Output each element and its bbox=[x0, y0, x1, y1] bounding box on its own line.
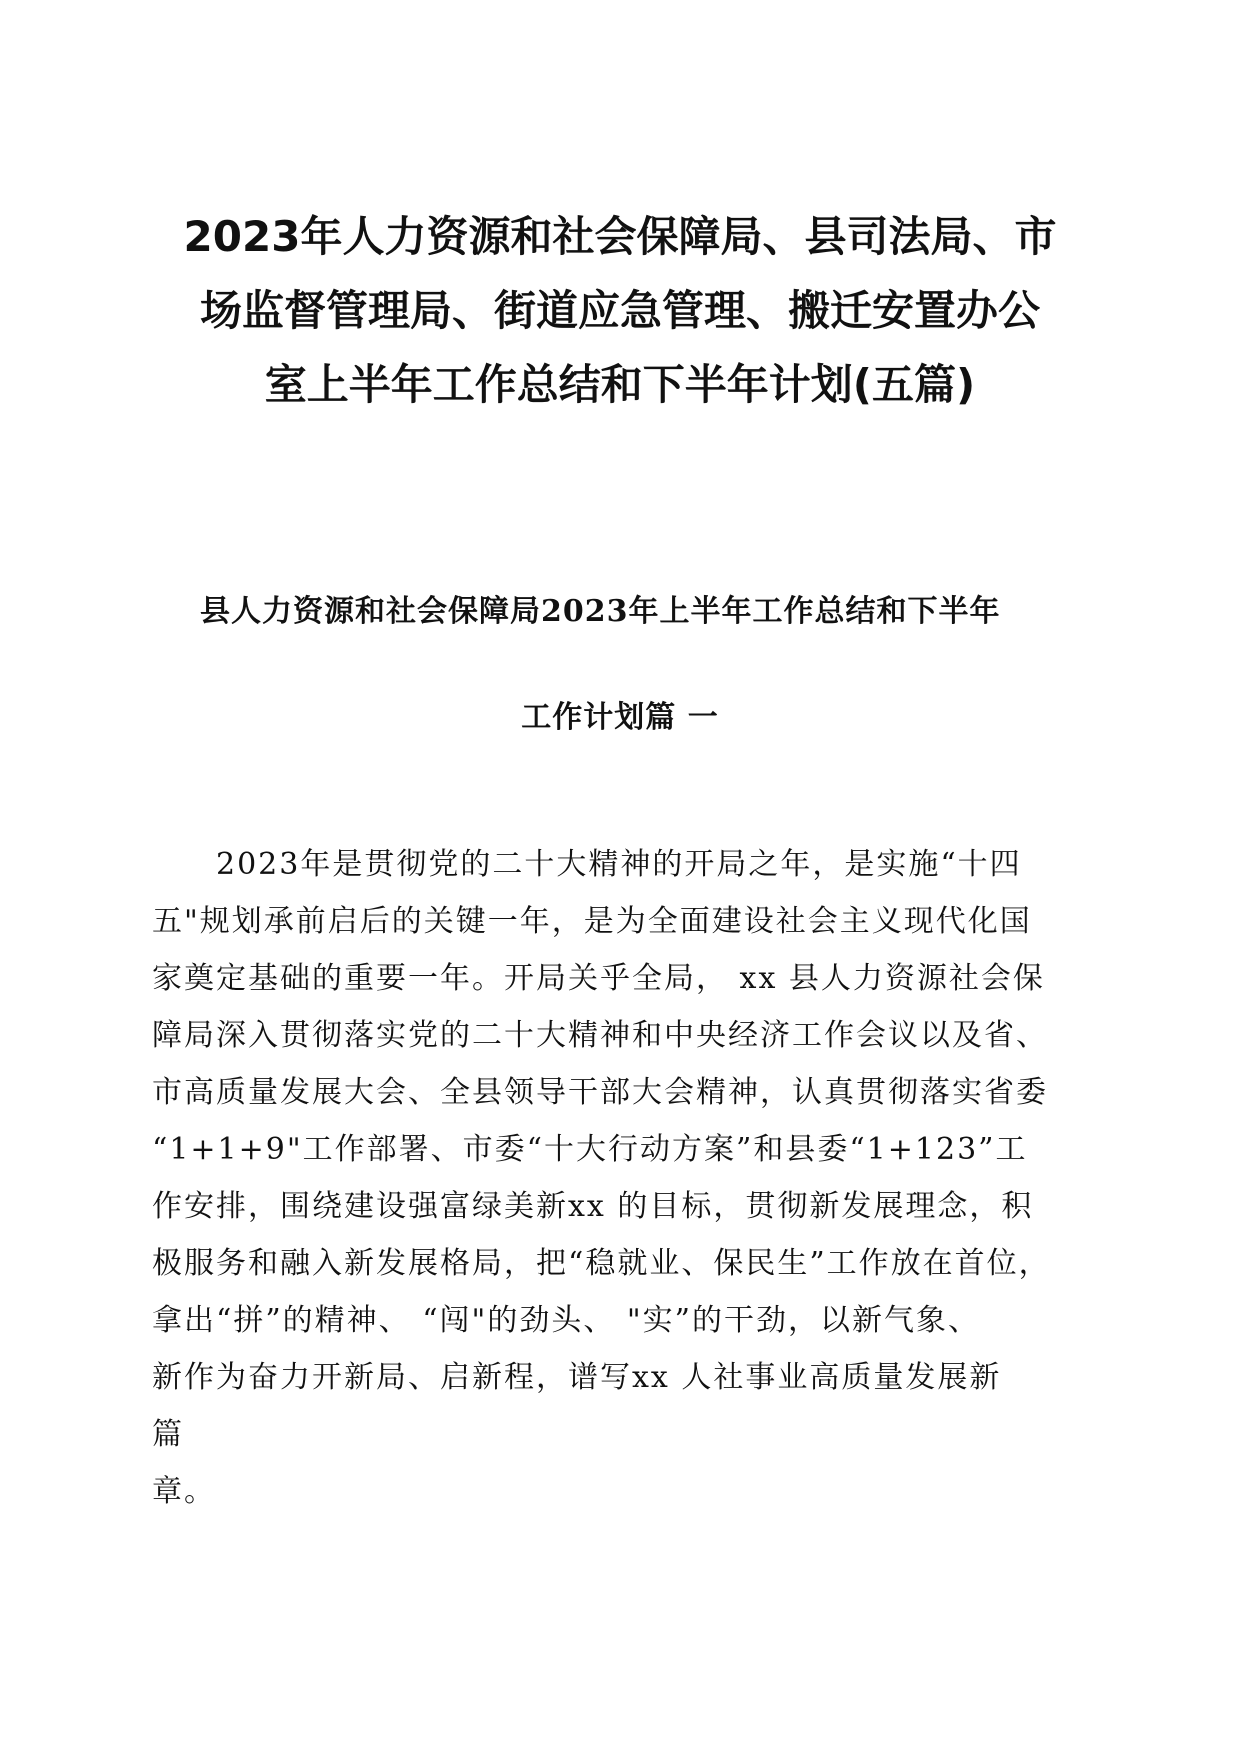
body-paragraph bbox=[152, 836, 1092, 1520]
body-line: 障局深入贯彻落实党的二十大精神和中央经济工作会议以及省、 bbox=[152, 1018, 1048, 1053]
main-title-line: 室上半年工作总结和下半年计划(五篇) bbox=[264, 360, 976, 409]
body-line: 极服务和融入新发展格局，把“稳就业、保民生”工作放在首位， bbox=[152, 1246, 1051, 1281]
body-line: 拿出“拼”的精神、 “闯"的劲头、 "实”的干劲，以新气象、 bbox=[152, 1303, 981, 1338]
main-title-line: 场监督管理局、街道应急管理、搬迁安置办公 bbox=[199, 286, 1040, 335]
body-line: 章。 bbox=[152, 1474, 216, 1509]
document-main-title bbox=[140, 200, 1100, 422]
body-line: 市高质量发展大会、全县领导干部大会精神，认真贯彻落实省委 bbox=[152, 1075, 1048, 1110]
section-title-line: 工作计划篇 一 bbox=[521, 700, 719, 735]
section-title-line: 县人力资源和社会保障局2023年上半年工作总结和下半年 bbox=[200, 594, 1001, 629]
body-line: 2023年是贯彻党的二十大精神的开局之年，是实施“十四 bbox=[152, 847, 1022, 882]
main-title-line: 2023年人力资源和社会保障局、县司法局、市 bbox=[183, 212, 1057, 261]
body-line: 新作为奋力开新局、启新程，谱写xx 人社事业高质量发展新 bbox=[152, 1360, 1002, 1395]
body-line: 篇 bbox=[152, 1417, 184, 1452]
body-line: 五"规划承前启后的关键一年，是为全面建设社会主义现代化国 bbox=[152, 904, 1032, 939]
body-line: 家奠定基础的重要一年。开局关乎全局， xx 县人力资源社会保 bbox=[152, 961, 1045, 996]
body-line: 作安排，围绕建设强富绿美新xx 的目标，贯彻新发展理念，积 bbox=[152, 1189, 1034, 1224]
body-line: “1+1+9"工作部署、市委“十大行动方案”和县委“1+123”工 bbox=[152, 1132, 1028, 1167]
